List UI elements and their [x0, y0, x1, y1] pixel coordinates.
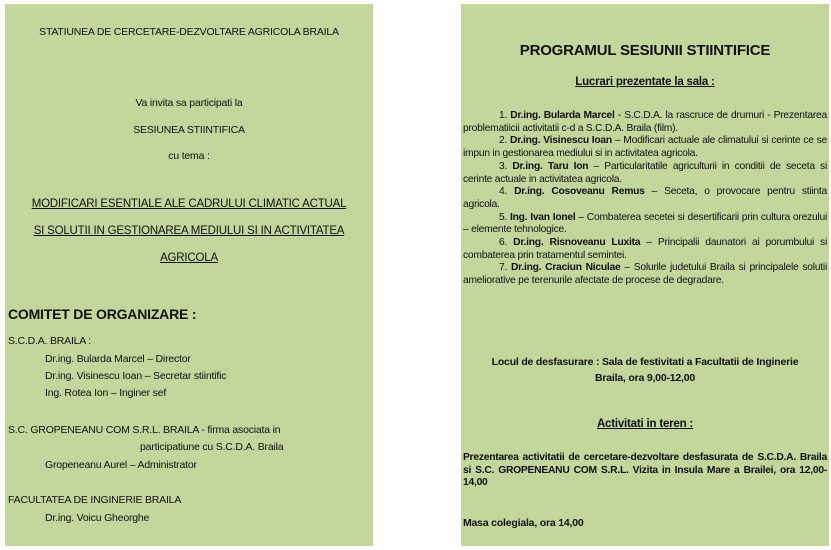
org-name: FACULTATEA DE INGINERIE BRAILA: [8, 494, 182, 506]
list-item: 3. Dr.ing. Taru Ion – Particularitatile agriculturii in conditii de seceta si cerinte actuale in activitatea agricola.: [463, 160, 827, 185]
institution-name: STATIUNEA DE CERCETARE-DEZVOLTARE AGRICOLA BRAILA: [39, 26, 339, 38]
list-item: 1. Dr.ing. Bularda Marcel - S.C.D.A. la rascruce de drumuri - Prezentarea problematiicii activitatii c-d a S.C.D.A. Braila (film).: [463, 110, 827, 134]
list-item: 7. Dr.ing. Craciun Niculae – Solurile judetului Braila si principalele solutii ameliorative pe terenurile afectate de procese de degradare.: [463, 262, 827, 287]
member: Dr.ing. Voicu Gheorghe: [45, 512, 150, 524]
member: Dr.ing. Bularda Marcel – Director: [45, 353, 191, 365]
invitation-panel: [5, 4, 373, 546]
list-item: 6. Dr.ing. Risnoveanu Luxita – Principalii daunatori ai porumbului si combaterea prin tratamentul semintei.: [463, 237, 827, 261]
member: Dr.ing. Visinescu Ioan – Secretar stiintific: [45, 370, 227, 382]
org-name: S.C.D.A. BRAILA :: [8, 335, 91, 347]
committee-title: COMITET DE ORGANIZARE :: [8, 306, 197, 322]
invite-text: Va invita sa participati la: [135, 97, 243, 109]
theme-line-3: AGRICOLA: [160, 252, 218, 264]
field-activities-text: Prezentarea activitatii de cercetare-dezvoltare desfasurata de S.C.D.A. Braila si S.C. GROPENEANU COM S.R.L. Vizita in Insula Mare a Brailei, ora 12,00-14,00: [463, 452, 827, 489]
org-name: S.C. GROPENEANU COM S.R.L. BRAILA - firma asociata in: [8, 424, 281, 436]
member: Gropeneanu Aurel – Administrator: [45, 459, 197, 471]
lunch-text: Masa colegiala, ora 14,00: [463, 517, 584, 529]
list-item: 4. Dr.ing. Cosoveanu Remus – Seceta, o provocare pentru stiinta agricola.: [463, 186, 827, 210]
program-subtitle: Lucrari prezentate la sala :: [575, 76, 715, 88]
theme-line-1: MODIFICARI ESENTIALE ALE CADRULUI CLIMATIC ACTUAL: [31, 198, 347, 210]
org-name-cont: participatiune cu S.C.D.A. Braila: [140, 441, 284, 453]
presentations-list: [463, 110, 827, 288]
program-panel: [461, 4, 829, 546]
list-item: 2. Dr.ing. Visinescu Ioan – Modificari actuale ale climatului si cerinte ce se impun in gestionarea mediului si in activitatea agricola.: [463, 135, 827, 160]
location-line-2: Braila, ora 9,00-12,00: [594, 372, 696, 384]
list-item: 5. Ing. Ivan Ionel – Combaterea secetei si desertificarii prin cultura orezului – elemente tehnologice.: [463, 211, 827, 236]
theme-intro: cu tema :: [168, 150, 210, 162]
field-activities-title: Activitati in teren :: [596, 418, 694, 430]
member: Ing. Rotea Ion – Inginer sef: [45, 387, 167, 399]
event-name: SESIUNEA STIINTIFICA: [133, 124, 245, 136]
location-line-1: Locul de desfasurare : Sala de festivitati a Facultatii de Inginerie: [491, 356, 799, 368]
program-title: PROGRAMUL SESIUNII STIINTIFICE: [519, 42, 771, 59]
theme-line-2: SI SOLUTII IN GESTIONAREA MEDIULUI SI IN ACTIVITATEA: [33, 225, 345, 237]
